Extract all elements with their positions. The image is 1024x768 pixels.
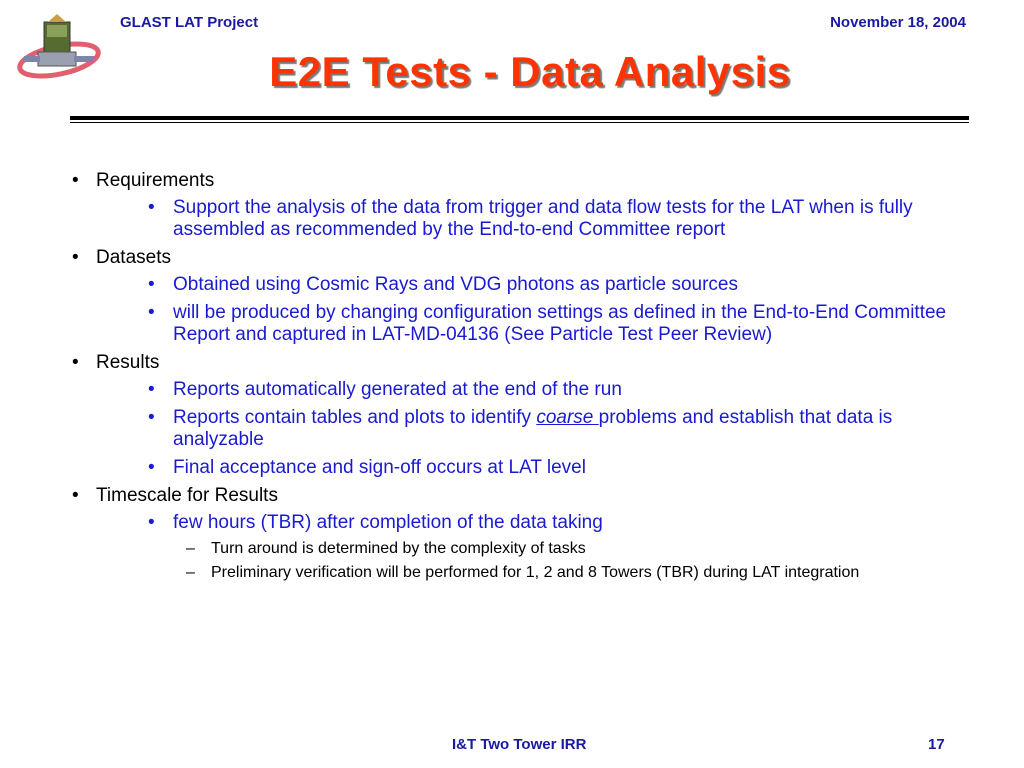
- sub-bullet-text-end: problems and establish that data is analyzable: [173, 407, 893, 450]
- dash-symbol: –: [186, 564, 195, 581]
- sub-bullet: [148, 302, 972, 346]
- dash-symbol: –: [186, 540, 195, 557]
- bullet-symbol: •: [148, 512, 155, 533]
- bullet-text: Timescale for Results: [96, 485, 278, 506]
- sub-bullet: [148, 379, 972, 401]
- sub-bullet-text: will be produced by changing configuration settings as defined in the End-to-End Committee Report and captured in LAT-MD-04136 (See Particle Test Peer Review): [173, 302, 947, 345]
- sub-bullet-text: Support the analysis of the data from trigger and data flow tests for the LAT when is fully assembled as recommended by the End-to-end Committee report: [173, 197, 913, 240]
- bullet-symbol: •: [148, 457, 155, 478]
- bullet-results: [72, 352, 972, 374]
- sub-bullet-text: few hours (TBR) after completion of the data taking: [173, 512, 603, 533]
- emphasized-word: coarse: [536, 407, 599, 428]
- sub-bullet-text: Final acceptance and sign-off occurs at LAT level: [173, 457, 586, 478]
- bullet-symbol: •: [72, 170, 79, 191]
- sub-bullet-text-start: Reports contain tables and plots to identify: [173, 407, 537, 428]
- bullet-symbol: •: [148, 302, 155, 323]
- bullet-symbol: •: [148, 407, 155, 428]
- slide-title: E2E Tests - Data Analysis: [269, 48, 791, 95]
- header-date: November 18, 2004: [830, 14, 966, 31]
- title-divider: [70, 116, 969, 120]
- bullet-text: Datasets: [96, 247, 171, 268]
- bullet-text: Results: [96, 352, 160, 373]
- sub-sub-bullet: [186, 564, 972, 582]
- sub-bullet: [148, 197, 972, 241]
- sub-bullet: [148, 457, 972, 479]
- sub-bullet: [148, 407, 972, 451]
- bullet-timescale: [72, 485, 972, 507]
- sub-bullet-text: Reports automatically generated at the end of the run: [173, 379, 622, 400]
- title-divider-thin: [70, 122, 969, 123]
- bullet-symbol: •: [148, 197, 155, 218]
- page-number: 17: [928, 736, 945, 753]
- footer-title: I&T Two Tower IRR: [452, 736, 587, 753]
- sub-bullet: [148, 512, 972, 534]
- bullet-symbol: •: [72, 247, 79, 268]
- sub-sub-bullet-text: Preliminary verification will be performed for 1, 2 and 8 Towers (TBR) during LAT integration: [211, 564, 860, 581]
- project-name: GLAST LAT Project: [120, 14, 259, 31]
- sub-sub-bullet-text: Turn around is determined by the complexity of tasks: [211, 540, 586, 557]
- bullet-symbol: •: [72, 485, 79, 506]
- bullet-requirements: [72, 170, 972, 192]
- bullet-symbol: •: [72, 352, 79, 373]
- bullet-datasets: [72, 247, 972, 269]
- bullet-symbol: •: [148, 379, 155, 400]
- bullet-text: Requirements: [96, 170, 215, 191]
- sub-sub-bullet: [186, 540, 972, 558]
- sub-bullet-text: Obtained using Cosmic Rays and VDG photons as particle sources: [173, 274, 738, 295]
- slide-body: [72, 170, 972, 588]
- sub-bullet: [148, 274, 972, 296]
- bullet-symbol: •: [148, 274, 155, 295]
